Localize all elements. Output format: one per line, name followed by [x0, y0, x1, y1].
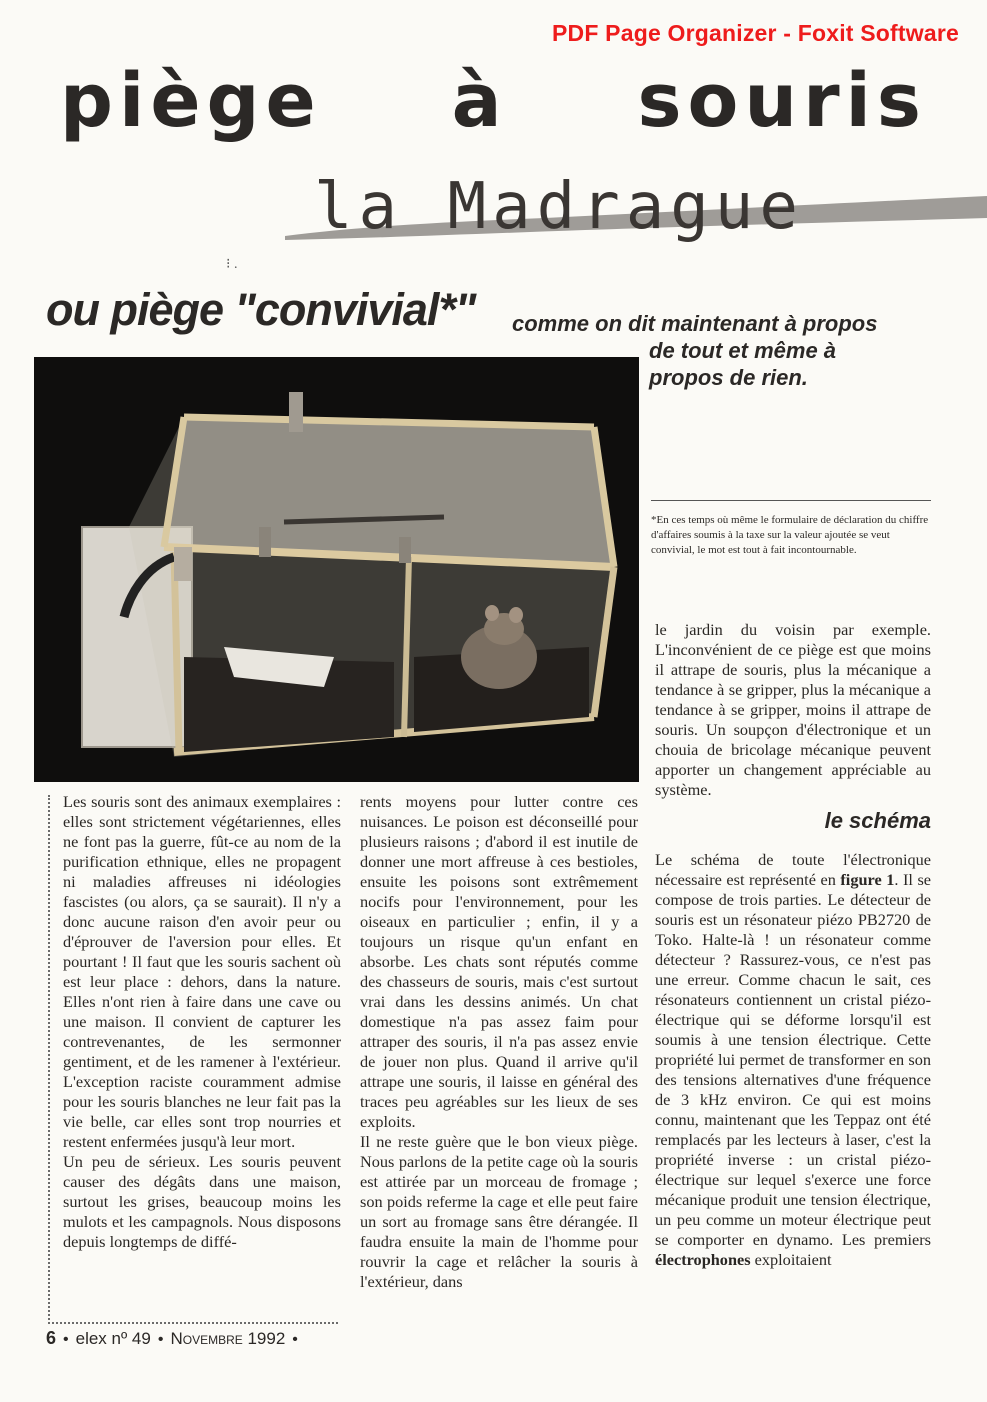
column-border — [48, 795, 50, 1320]
bullet-separator — [292, 1329, 298, 1349]
paragraph: rents moyens pour lutter contre ces nuisances. Le poison est déconseillé pour plusieurs raisons ; d'abord il est inutile de donner une mort affreuse à ces bestioles, ensuite les poisons sont extrêmement nocifs pour l'environnement, pour les oiseaux en particulier ; enfin, il y a toujours un risque qu'un enfant en absorbe. Les chats sont réputés comme des chasseurs de souris, mais c'est surtout vrai dans les dessins animés. Un chat domestique n'a pas assez faim pour attraper des souris, il n'a pas assez envie de jouer non plus. Quand il arrive qu'il attrape une souris, il laisse en général des traces peu agréables sur les lieux de ses exploits. — [360, 792, 638, 1131]
paragraph — [655, 850, 931, 1270]
issue-date: Novembre 1992 — [170, 1328, 286, 1348]
page-number: 6 — [46, 1328, 57, 1348]
article-subtitle: la Madrague — [314, 170, 804, 244]
footnote: *En ces temps où même le formulaire de déclaration du chiffre d'affaires soumis à la taxe sur la valeur ajoutée se veut convivial, le mot est tout à fait incontournable. — [651, 500, 931, 558]
title-word: à — [451, 58, 508, 144]
magazine-issue: elex nº 49 — [75, 1328, 151, 1348]
title-word: piège — [60, 58, 322, 144]
paragraph: le jardin du voisin par exemple. L'inconvénient de ce piège est que moins il attrape de souris, plus la mécanique a tendance à se gripper, plus la mécanique a tendance à se gripper, moins il attrape de souris. Un soupçon d'électronique et un chouia de bricolage mécanique peuvent apporter un changement appréciable au système. — [655, 620, 931, 799]
bullet-separator — [158, 1329, 164, 1349]
bullet-separator — [63, 1329, 69, 1349]
column-1 — [63, 792, 341, 1252]
figure-ref: figure 1 — [840, 870, 895, 889]
column-3-bottom — [655, 850, 931, 1270]
paragraph: Il ne reste guère que le bon vieux piège. Nous parlons de la petite cage où la souris est attirée par un morceau de fromage ; son poids referme la cage et elle peut faire un sort au fromage sans être dérangée. Il faudra ensuite la main de l'homme pour rouvrir la cage et relâcher la souris à l'extérieur, dans — [360, 1132, 638, 1291]
watermark: PDF Page Organizer - Foxit Software — [551, 20, 959, 46]
column-3-top — [655, 620, 931, 800]
tagline-sub-line: propos de rien. — [649, 365, 808, 390]
paragraph: Les souris sont des animaux exemplaires : elles sont strictement végétariennes, elles ne font pas la guerre, fût-ce au nom de la purification ethnique, elles ne propagent ni maladies affreuses ni idéologies fascistes (ou alors, ça se saurait). Il n'y a donc aucune raison d'en avoir peur ou d'éprouver de l'aversion pour elles. Et pourtant ! Il faut que les souris sachent où est leur place : dehors, dans la nature. Elles n'ont rien à faire dans une cave ou une maison. Il convient de capturer les contrevenantes, de les sermonner gentiment, et de les ramener à l'extérieur. L'exception raciste couramment admise pour les souris blanches ne leur fait pas la vie belle, car elles sont trop nourries et restent enfermées jusqu'à leur mort. — [63, 792, 341, 1151]
tagline-main: ou piège "convivial*" — [46, 284, 476, 335]
text-run: . Il se compose de trois parties. Le détecteur de souris est un résonateur piézo PB2720 de Toko. Halte-là ! un résonateur comme détecteur ? Rassurez-vous, ce n'est pas une erreur. Comme chacun le sait, ces résonateurs contiennent un cristal piézo-électrique qui se déforme lorsqu'il est soumis à une tension électrique. Cette propriété lui permet de transformer en son des tensions alternatives d'une fréquence de 3 kHz environ. Ce qui est moins connu, maintenant que les Teppaz ont été remplacés par les lecteurs à laser, c'est la propriété inverse : un cristal piézo-électrique sur lequel s'exerce une force mécanique produit une tension électrique, un peu comme un moteur électrique peut se comporter en dynamo. Les premiers — [655, 870, 932, 1249]
paragraph: Un peu de sérieux. Les souris peuvent causer des dégâts dans une maison, surtout les grises, beaucoup moins les mulots et les campagnols. Nous disposons depuis longtemps de diffé- — [63, 1152, 341, 1251]
title-word: souris — [637, 58, 927, 144]
section-heading: le schéma — [824, 808, 931, 833]
decorative-dots: ⁝ . — [226, 257, 238, 272]
column-2 — [360, 792, 638, 1292]
column-rule — [48, 1322, 338, 1324]
tagline-sub-line: comme on dit maintenant à propos — [512, 311, 878, 336]
article-title — [60, 58, 927, 144]
bold-term: électrophones — [655, 1250, 751, 1269]
mousetrap-photo — [34, 357, 639, 782]
text-run: Le schéma de toute l'électronique nécessaire est représenté en — [655, 850, 931, 889]
page-footer — [46, 1328, 298, 1349]
text-run: exploitaient — [750, 1250, 832, 1269]
tagline-sub-line: de tout et même à — [649, 338, 837, 363]
